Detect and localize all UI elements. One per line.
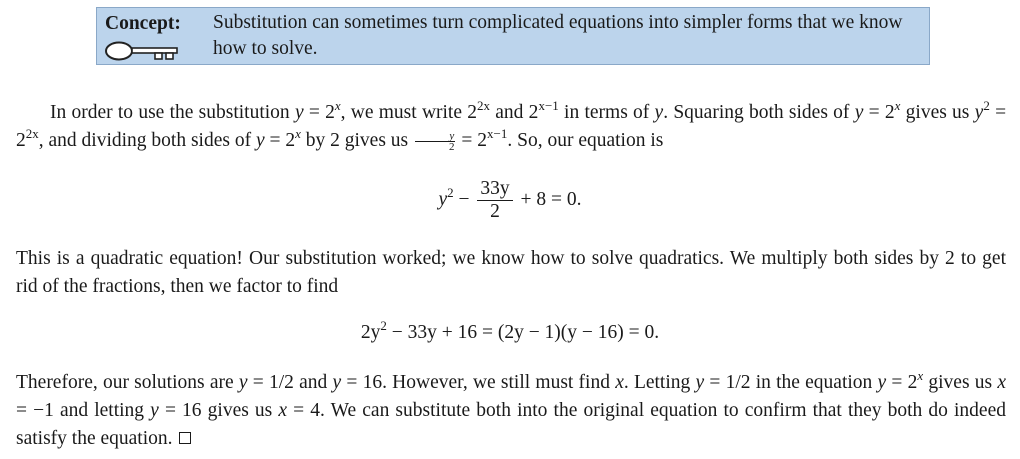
equation-2: $2y^2 - 33y + 16 = (2y - 1)(y - 16) = 0$. <box>360 318 660 343</box>
equation-fraction: $\frac{33y}{2}$ <box>477 178 512 223</box>
concept-box <box>96 7 930 65</box>
paragraph-solutions: Therefore, our solutions are y = 1/2 and y = 16. However, we still must find x. Letting y = 1/2 in the equation $y = 2^x$ gives us x = −1 and letting y = 16 gives us x = 4. We can substitute both into the original equation to confirm that they both do indeed satisfy the equation. <box>16 368 1006 449</box>
inline-fraction: $\frac{y}{2}$ <box>415 131 455 152</box>
qed-square <box>179 432 191 444</box>
key-icon <box>103 40 181 71</box>
paragraph-quadratic: This is a quadratic equation! Our substitution worked; we know how to solve quadratics. We multiply both sides by 2 to get rid of the fractions, then we factor to find <box>16 248 1006 297</box>
concept-text: Substitution can sometimes turn complicated equations into simpler forms that we know how to solve. <box>213 12 903 59</box>
paragraph-substitution: In order to use the substitution $y = 2^x$, we must write $2^{2x}$ and $2^{x-1}$ in terms of y. Squaring both sides of $y = 2^x$ gives us $y^2 = 2^{2x}$, and dividing both sides of $y = 2^x$ by 2 gives us $\frac{y}{2}$ = $2^{x-1}$. So, our equation is <box>16 98 1007 154</box>
concept-label: Concept: <box>105 13 181 34</box>
equation-1: $y^2$ − $\frac{33y}{2}$ + 8 = 0. <box>438 178 582 222</box>
